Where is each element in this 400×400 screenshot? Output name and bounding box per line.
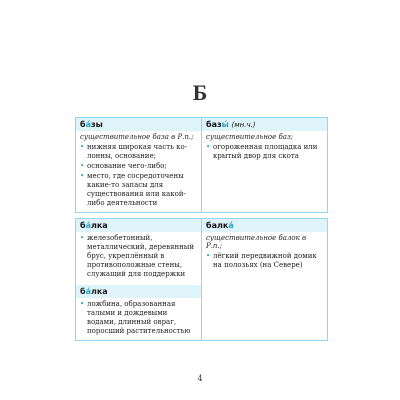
- sense-item: • основание чего-либо;: [80, 162, 198, 171]
- sense-list: [76, 232, 201, 283]
- grammar-note: существительное балок в Р.п.;: [206, 234, 307, 250]
- headword: базы́ (мн.ч.): [202, 118, 327, 131]
- grammar-note: существительное баз;: [206, 133, 294, 141]
- entry-balka-1: [76, 219, 202, 341]
- entry-bazy-2: [202, 118, 328, 213]
- sense-item: • лёгкий передвижной домик на полозьях (на Севере): [206, 252, 324, 270]
- sense-list: [202, 141, 327, 165]
- sense-item: • железобетонный, металлический, деревянный брус, укреплённый в противоположные стены, служащий для поддержки: [80, 234, 198, 279]
- page-number: 4: [197, 374, 203, 383]
- grammar-note: существительное база в Р.п.;: [80, 133, 194, 141]
- headword: балкá: [202, 219, 327, 232]
- dictionary-table: [75, 117, 328, 341]
- sense-list: [76, 298, 201, 340]
- headword: бáзы: [76, 118, 201, 131]
- sense-item: • огороженная площадка или крытый двор для скота: [206, 143, 324, 161]
- section-letter: Б: [192, 80, 208, 105]
- entry-balka-2: [202, 219, 328, 341]
- sense-item: • место, где сосредоточены какие-то запасы для существования или какой-либо деятельности: [80, 172, 198, 208]
- sense-list: [202, 250, 327, 274]
- sense-list: [76, 141, 201, 212]
- entry-bazy-1: [76, 118, 202, 213]
- headword: бáлка: [76, 219, 201, 232]
- headword-secondary: бáлка: [76, 285, 201, 298]
- sense-item: • нижняя широкая часть ко-лонны, основание;: [80, 143, 198, 161]
- sense-item: • ложбина, образованная талыми и дождевыми водами, длинный овраг, поросший растительностью: [80, 300, 198, 336]
